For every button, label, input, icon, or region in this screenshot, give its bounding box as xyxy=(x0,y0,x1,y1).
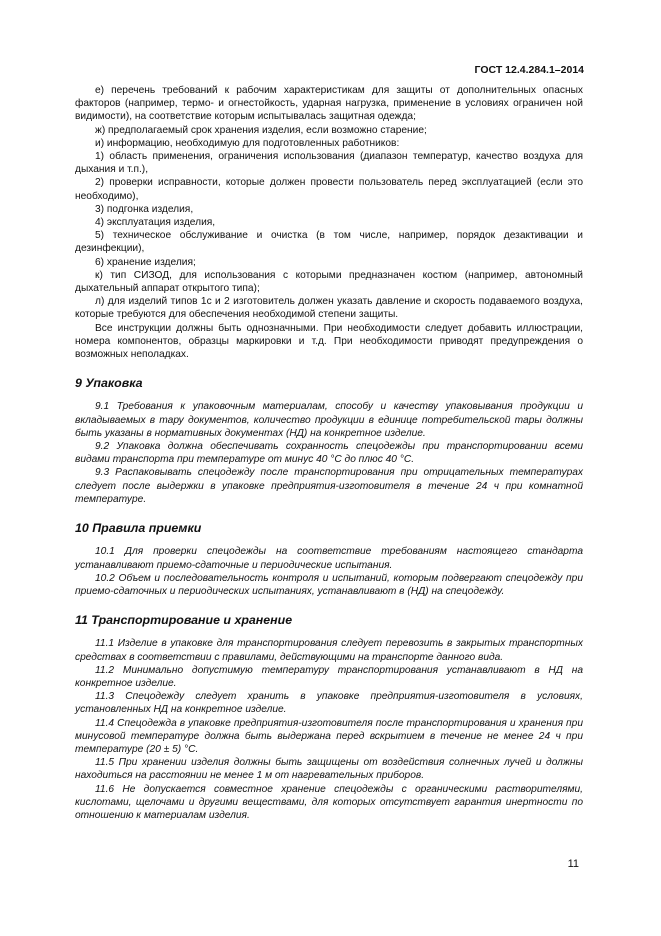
paragraph: 1) область применения, ограничения использования (диапазон температур, качество воздуха для дыхания и т.п.), xyxy=(75,151,583,176)
paragraph: 5) техническое обслуживание и очистка (в том числе, например, порядок дезактивации и дезинфекции), xyxy=(75,230,583,255)
paragraph: 3) подгонка изделия, xyxy=(95,203,194,215)
paragraph: 11.5 При хранении изделия должны быть защищены от воздействия солнечных лучей и должны находиться на расстоянии не менее 1 м от нагревательных приборов. xyxy=(75,757,583,782)
section-9-body xyxy=(75,400,583,506)
section-heading-9: 9 Упаковка xyxy=(75,376,143,391)
paragraph: 9.3 Распаковывать спецодежду после транспортирования при отрицательных температурах следует после выдержки в упаковке предприятия-изготовителя в течение 24 ч при комнатной температуре. xyxy=(75,467,583,505)
paragraph: 11.1 Изделие в упаковке для транспортирования следует перевозить в закрытых транспортных средствах в соответствии с правилами, действующими на транспорте данного вида. xyxy=(75,638,583,663)
paragraph: 10.2 Объем и последовательность контроля и испытаний, которым подвергают спецодежду при приемо-сдаточных и периодических испытаниях, устанавливают в (НД) на спецодежду. xyxy=(75,572,583,597)
paragraph: ж) предполагаемый срок хранения изделия, если возможно старение; xyxy=(95,124,427,136)
section-10-body xyxy=(75,545,583,598)
paragraph: е) перечень требований к рабочим характеристикам для защиты от дополнительных опасных факторов (например, термо- и огнестойкость, ударная нагрузка, применение в условиях ограничен ной видимости), на соответствие которым испытывалась защитная одежда; xyxy=(75,85,583,123)
paragraph: 4) эксплуатация изделия, xyxy=(95,217,216,229)
paragraph: л) для изделий типов 1с и 2 изготовитель должен указать давление и скорость подаваемого воздуха, которые требуются для обеспечения необходимой степени защиты. xyxy=(75,296,583,321)
paragraph: 11.6 Не допускается совместное хранение спецодежды с органическими растворителями, кислотами, щелочами и другими веществами, для которых отсутствует гарантия инертности по отношению к материалам изделия. xyxy=(75,783,583,821)
paragraph: 9.2 Упаковка должна обеспечивать сохранность спецодежды при транспортировании всеми видами транспорта при температуре от минус 40 °С до плюс 40 °С. xyxy=(75,441,583,466)
page-number: 11 xyxy=(567,858,579,870)
paragraph: и) информацию, необходимую для подготовленных работников: xyxy=(95,137,400,149)
paragraph: 11.4 Спецодежда в упаковке предприятия-изготовителя после транспортирования и хранения при минусовой температуре должна быть выдержана перед вскрытием в течение не менее 24 ч при температуре (20 ± 5) °С. xyxy=(75,717,583,755)
paragraph: 11.2 Минимально допустимую температуру транспортирования устанавливают в НД на конкретное изделие. xyxy=(75,664,583,689)
section-heading-11: 11 Транспортирование и хранение xyxy=(75,613,293,628)
paragraph: 9.1 Требования к упаковочным материалам, способу и качеству упаковывания продукции и вкладываемых в тару документов, количество продукции в единице потребительской тары должны быть указаны в нормативных документах (НД) на конкретное изделие. xyxy=(75,401,583,439)
section-heading-10: 10 Правила приемки xyxy=(75,521,202,536)
paragraph: 10.1 Для проверки спецодежды на соответствие требованиям настоящего стандарта устанавливают приемо-сдаточные и периодические испытания. xyxy=(75,546,583,571)
page-content xyxy=(75,84,583,822)
paragraph: 2) проверки исправности, которые должен провести пользователь перед эксплуатацией (если это необходимо), xyxy=(75,177,583,202)
section-11-body xyxy=(75,637,583,822)
section-8-continuation xyxy=(75,84,583,361)
paragraph: Все инструкции должны быть однозначными. При необходимости следует добавить иллюстрации, номера компонентов, образцы маркировки и т.д. При необходимости приводят предупреждения о возможных неполадках. xyxy=(75,322,583,361)
paragraph: к) тип СИЗОД, для использования с которыми предназначен костюм (например, автономный дыхательный аппарат открытого типа); xyxy=(75,269,583,295)
document-header: ГОСТ 12.4.284.1–2014 xyxy=(474,64,584,76)
paragraph: 11.3 Спецодежду следует хранить в упаковке предприятия-изготовителя в условиях, установленных НД на конкретное изделие. xyxy=(75,691,583,716)
paragraph: 6) хранение изделия; xyxy=(95,256,196,268)
